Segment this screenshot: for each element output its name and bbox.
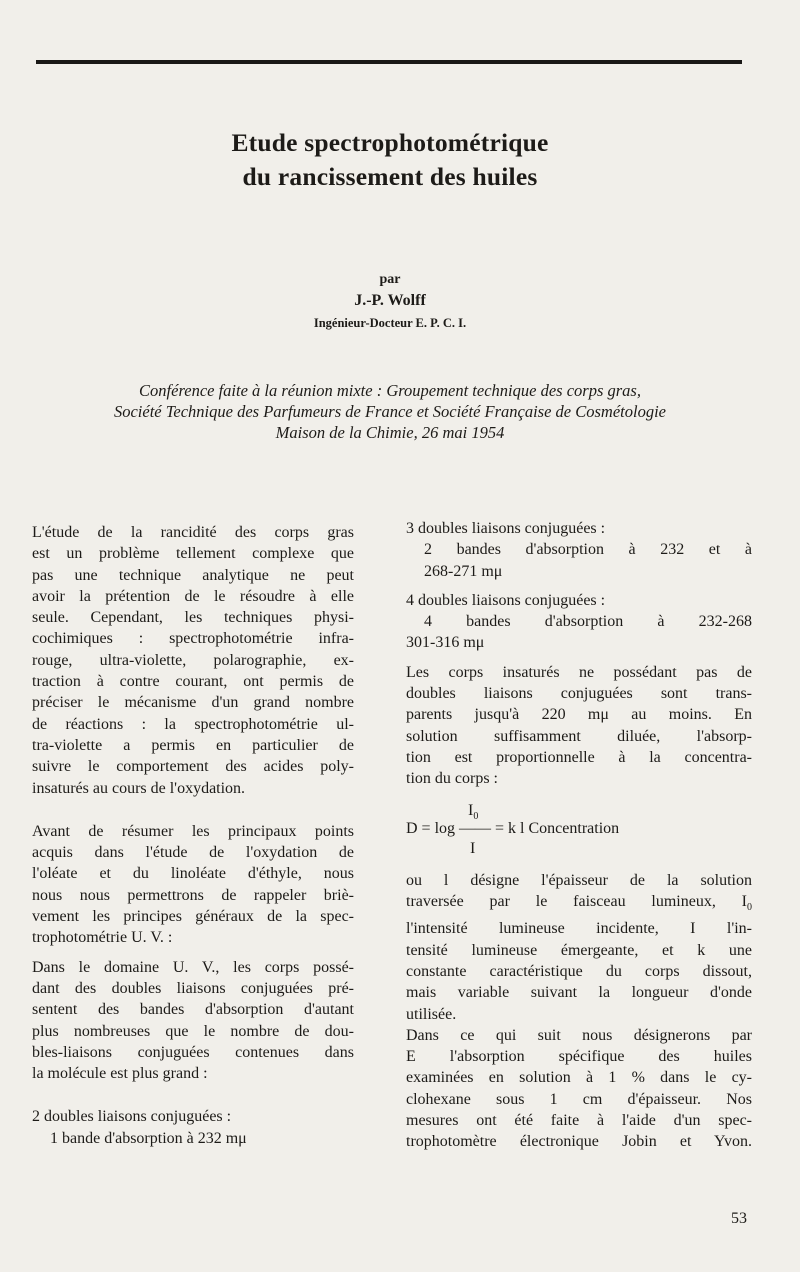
text-line: mesures ont été faite à l'aide d'un spec-: [406, 1112, 752, 1130]
paragraph-principles: [32, 821, 354, 949]
text-line: suivre le comportement des acides poly-: [32, 758, 354, 776]
text-line: 4 bandes d'absorption à 232-268: [424, 613, 752, 631]
left-column: [32, 522, 354, 1149]
text-line: Dans le domaine U. V., les corps possé-: [32, 958, 354, 976]
header-rule: [36, 60, 742, 64]
formula-numerator: $I_0$: [468, 801, 479, 822]
text-line: traction à contre courant, ont permis de: [32, 673, 354, 691]
text-line: cochimiques : spectrophotométrie infra-: [32, 630, 354, 648]
page-number: 53: [731, 1210, 747, 1227]
text-line: tion est proportionnelle à la concentra-: [406, 748, 752, 766]
text-line: parents jusqu'à 220 mμ au moins. En: [406, 706, 752, 724]
text-line: l'intensité lumineuse incidente, I l'in-: [406, 920, 752, 938]
text-line: de réactions : la spectrophotométrie ul-: [32, 715, 354, 733]
text-line: Les corps insaturés ne possédant pas de: [406, 663, 752, 681]
conference-note: [20, 380, 760, 443]
list-2-conjugated: [32, 1106, 354, 1149]
text-line: utilisée.: [406, 1005, 457, 1023]
text-line: dant des doubles liaisons conjuguées pré-: [32, 979, 354, 997]
text-line: tion du corps :: [406, 770, 498, 788]
author-name: J.-P. Wolff: [354, 292, 426, 309]
text-line: avoir la prétention de le résoudre à elle: [32, 587, 354, 605]
text-line: solution suffisamment diluée, l'absorp-: [406, 727, 752, 745]
text-line: bles-liaisons conjuguées contenues dans: [32, 1043, 354, 1061]
text-line: acquis dans l'étude de l'oxydation de: [32, 844, 354, 862]
right-column: [406, 518, 752, 1153]
text-line: préciser le mécanisme d'un grand nombre: [32, 694, 354, 712]
formula-equation: D = log —— = k l Concentration: [406, 819, 620, 837]
paragraph-intro: [32, 522, 354, 799]
text-line: trophotomètre électronique Jobin et Yvon.: [406, 1133, 752, 1151]
paragraph-definitions: [406, 870, 752, 1025]
text-line: 4 doubles liaisons conjuguées :: [406, 591, 606, 609]
text-line: L'étude de la rancidité des corps gras: [32, 524, 354, 541]
title-line-2: du rancissement des huiles: [242, 162, 538, 191]
text-line: mais variable suivant la longueur d'onde: [406, 984, 752, 1002]
article-title: [0, 126, 780, 194]
author-affiliation: Ingénieur-Docteur E. P. C. I.: [313, 316, 467, 330]
text-line: examinées en solution à 1 % dans le cy-: [406, 1069, 752, 1087]
text-line: 301-316 mμ: [406, 634, 485, 652]
text-line: l'oléate et du linoléate d'éthyle, nous: [32, 865, 354, 883]
paragraph-transparency: [406, 662, 752, 790]
text-line: E l'absorption spécifique des huiles: [406, 1048, 752, 1066]
text-line: plus nombreuses que le nombre de dou-: [32, 1022, 354, 1040]
conference-line-2: Société Technique des Parfumeurs de France et Société Française de Cosmétologie: [113, 402, 666, 421]
paragraph-uv-domain: [32, 957, 354, 1085]
text-line: 2 bandes d'absorption à 232 et à: [424, 541, 752, 559]
beer-lambert-formula: [406, 800, 752, 862]
text-line: clohexane sous 1 cm d'épaisseur. Nos: [406, 1090, 752, 1108]
text-line: Avant de résumer les principaux points: [32, 822, 354, 840]
text-line: seule. Cependant, les techniques physi-: [32, 609, 354, 627]
text-line: rouge, ultra-violette, polarographie, ex-: [32, 651, 354, 669]
text-line: trophotométrie U. V. :: [32, 929, 173, 947]
text-line: 268-271 mμ: [424, 562, 503, 580]
text-line: nous nous permettrons de rappeler briè-: [32, 886, 354, 904]
text-line: traversée par le faisceau lumineux, $I_0$: [406, 892, 752, 914]
text-line: la molécule est plus grand :: [32, 1065, 208, 1083]
text-line: vement les principes généraux de la spec-: [32, 908, 354, 926]
text-line: est un problème tellement complexe que: [32, 545, 354, 563]
text-line: constante caractéristique du corps dissout,: [406, 962, 752, 980]
text-line: Dans ce qui suit nous désignerons par: [406, 1026, 752, 1044]
text-line: tensité lumineuse émergeante, et k une: [406, 941, 752, 959]
list-4-conjugated: [406, 590, 752, 654]
text-line: pas une technique analytique ne peut: [32, 566, 354, 584]
text-line: tra-violette a permis en particulier de: [32, 736, 354, 754]
title-line-1: Etude spectrophotométrique: [231, 128, 549, 157]
text-line: doubles liaisons conjuguées sont trans-: [406, 685, 752, 703]
conference-line-1: Conférence faite à la réunion mixte : Groupement technique des corps gras,: [139, 381, 641, 400]
text-line: 3 doubles liaisons conjuguées :: [406, 520, 606, 537]
text-line: 1 bande d'absorption à 232 mμ: [50, 1129, 247, 1147]
by-label: par: [379, 272, 401, 287]
text-line: sentent des bandes d'absorption d'autant: [32, 1001, 354, 1019]
formula-denominator: I: [470, 839, 476, 857]
text-line: insaturés au cours de l'oxydation.: [32, 779, 246, 797]
conference-line-3: Maison de la Chimie, 26 mai 1954: [275, 423, 505, 442]
text-line: ou l désigne l'épaisseur de la solution: [406, 871, 752, 889]
text-line: 2 doubles liaisons conjuguées :: [32, 1108, 232, 1126]
list-3-conjugated: [406, 518, 752, 582]
paragraph-specific-absorption: [406, 1025, 752, 1153]
